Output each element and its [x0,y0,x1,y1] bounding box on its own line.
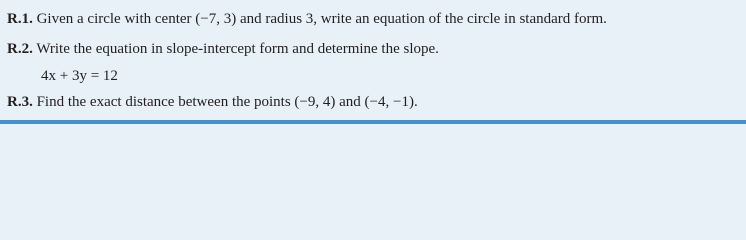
problem-r2 [7,40,439,58]
bottom-rule [0,120,746,124]
problem-r1 [7,10,607,28]
problem-text: Given a circle with center (−7, 3) and radius 3, write an equation of the circle in standard form. [36,11,607,27]
problem-text: Find the exact distance between the points (−9, 4) and (−4, −1). [36,94,418,110]
problem-r2-equation: 4x + 3y = 12 [41,68,118,84]
problem-number: R.2. [7,41,33,57]
problem-number: R.1. [7,11,33,27]
problem-r3 [7,93,418,111]
problem-number: R.3. [7,94,33,110]
problem-text: Write the equation in slope-intercept form and determine the slope. [36,41,439,57]
